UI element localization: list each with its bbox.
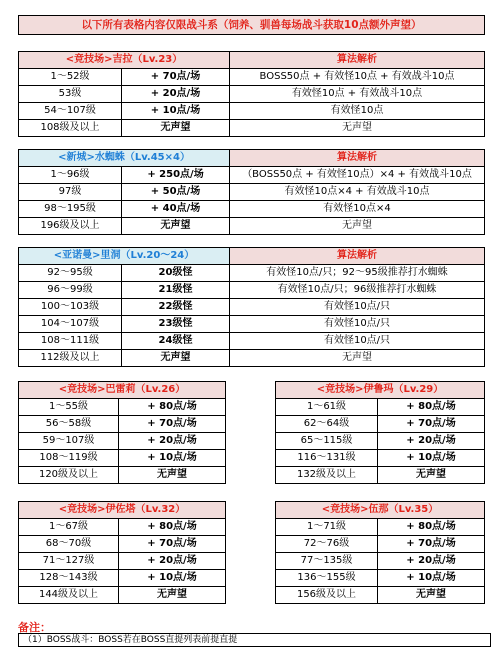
level-cell: 53级 (19, 86, 122, 103)
table-row (276, 467, 485, 484)
level-cell: 98～195级 (19, 201, 122, 218)
algorithm-cell: 有效怪10点×4 + 有效战斗10点 (230, 184, 485, 201)
monster-level-cell: 22级怪 (122, 299, 230, 316)
level-cell: 144级及以上 (19, 587, 119, 604)
level-cell: 1～67级 (19, 519, 119, 536)
table-wuna (275, 501, 485, 604)
reward-cell: 无声望 (122, 120, 230, 137)
algorithm-cell: 有效怪10点 (230, 103, 485, 120)
table-row (19, 103, 485, 120)
reward-cell: 无声望 (119, 587, 226, 604)
table-row (276, 536, 485, 553)
reward-cell: + 10点/场 (122, 103, 230, 120)
table-row (276, 433, 485, 450)
monster-level-cell: 24级怪 (122, 333, 230, 350)
table-row (19, 299, 485, 316)
table-row (19, 184, 485, 201)
table-header-row (19, 52, 485, 69)
level-cell: 71～127级 (19, 553, 119, 570)
reward-cell: + 20点/场 (378, 433, 485, 450)
level-cell: 59～107级 (19, 433, 119, 450)
table-row (19, 450, 226, 467)
level-cell: 68～70级 (19, 536, 119, 553)
table-row (19, 167, 485, 184)
table-title: <亚诺曼>里洞（Lv.20～24） (19, 248, 230, 265)
table-title: <新城>水蜘蛛（Lv.45×4） (19, 150, 230, 167)
table-row (19, 350, 485, 367)
reward-cell: + 70点/场 (119, 416, 226, 433)
algorithm-cell: 有效怪10点×4 (230, 201, 485, 218)
table-row (19, 553, 226, 570)
level-cell: 77～135级 (276, 553, 378, 570)
table-header-row (19, 502, 226, 519)
algorithm-cell: 有效怪10点/只 (230, 299, 485, 316)
notes-title: 备注： (18, 621, 51, 634)
level-cell: 108～119级 (19, 450, 119, 467)
table-row (276, 399, 485, 416)
reward-cell: + 250点/场 (122, 167, 230, 184)
level-cell: 65～115级 (276, 433, 378, 450)
level-cell: 72～76级 (276, 536, 378, 553)
monster-level-cell: 无声望 (122, 350, 230, 367)
algorithm-cell: 无声望 (230, 120, 485, 137)
table-title: <竞技场>伊佐塔（Lv.32） (19, 502, 226, 519)
table-row (19, 282, 485, 299)
table-row (19, 265, 485, 282)
algorithm-cell: 无声望 (230, 218, 485, 235)
table-izota (18, 501, 226, 604)
reward-cell: + 20点/场 (119, 553, 226, 570)
reward-cell: + 40点/场 (122, 201, 230, 218)
level-cell: 132级及以上 (276, 467, 378, 484)
reward-cell: + 80点/场 (378, 399, 485, 416)
table-row (276, 416, 485, 433)
monster-level-cell: 23级怪 (122, 316, 230, 333)
algorithm-cell: 有效怪10点/只；92～95级推荐打水蜘蛛 (230, 265, 485, 282)
table-row (19, 587, 226, 604)
banner-table (18, 15, 485, 35)
reward-cell: + 70点/场 (119, 536, 226, 553)
algorithm-cell: 有效怪10点/只；96级推荐打水蜘蛛 (230, 282, 485, 299)
table-inner-cave (18, 247, 485, 367)
reward-cell: + 50点/场 (122, 184, 230, 201)
banner-block (18, 15, 485, 35)
algorithm-cell: 有效怪10点/只 (230, 316, 485, 333)
table-row (276, 553, 485, 570)
monster-level-cell: 21级怪 (122, 282, 230, 299)
table-iluma (275, 381, 485, 484)
level-cell: 104～107级 (19, 316, 122, 333)
reward-cell: + 80点/场 (119, 519, 226, 536)
table-row (276, 450, 485, 467)
reward-cell: + 80点/场 (378, 519, 485, 536)
level-cell: 120级及以上 (19, 467, 119, 484)
algorithm-header: 算法解析 (230, 150, 485, 167)
table-row (276, 570, 485, 587)
table-title: <竞技场>巴雷莉（Lv.26） (19, 382, 226, 399)
table-water-spider (18, 149, 485, 235)
reward-cell: + 10点/场 (378, 570, 485, 587)
table-row (19, 433, 226, 450)
table-title: <竞技场>伍那（Lv.35） (276, 502, 485, 519)
reward-cell: + 20点/场 (122, 86, 230, 103)
level-cell: 100～103级 (19, 299, 122, 316)
notes-line: （1）BOSS战斗：BOSS若在BOSS直提列表前提直提 (18, 633, 491, 647)
algorithm-cell: （BOSS50点 + 有效怪10点）×4 + 有效战斗10点 (230, 167, 485, 184)
reward-cell: + 80点/场 (119, 399, 226, 416)
reward-cell: + 70点/场 (122, 69, 230, 86)
table-row (19, 218, 485, 235)
level-cell: 108级及以上 (19, 120, 122, 137)
algorithm-cell: 有效怪10点 + 有效战斗10点 (230, 86, 485, 103)
reward-cell: + 70点/场 (378, 536, 485, 553)
level-cell: 1～52级 (19, 69, 122, 86)
level-cell: 62～64级 (276, 416, 378, 433)
table-row (19, 399, 226, 416)
reward-cell: + 20点/场 (378, 553, 485, 570)
algorithm-header: 算法解析 (230, 52, 485, 69)
level-cell: 92～95级 (19, 265, 122, 282)
table-header-row (276, 502, 485, 519)
level-cell: 196级及以上 (19, 218, 122, 235)
level-cell: 112级及以上 (19, 350, 122, 367)
table-title: <竞技场>伊鲁玛（Lv.29） (276, 382, 485, 399)
table-header-row (276, 382, 485, 399)
table-row (19, 69, 485, 86)
level-cell: 56～58级 (19, 416, 119, 433)
table-row (19, 86, 485, 103)
reward-cell: + 20点/场 (119, 433, 226, 450)
level-cell: 54～107级 (19, 103, 122, 120)
table-row (276, 519, 485, 536)
table-row (19, 570, 226, 587)
algorithm-cell: 有效怪10点/只 (230, 333, 485, 350)
table-header-row (19, 382, 226, 399)
table-row (19, 201, 485, 218)
table-row (19, 120, 485, 137)
table-header-row (19, 248, 485, 265)
reward-cell: + 10点/场 (378, 450, 485, 467)
level-cell: 1～96级 (19, 167, 122, 184)
table-row (19, 536, 226, 553)
level-cell: 116～131级 (276, 450, 378, 467)
monster-level-cell: 20级怪 (122, 265, 230, 282)
algorithm-header: 算法解析 (230, 248, 485, 265)
level-cell: 1～71级 (276, 519, 378, 536)
level-cell: 108～111级 (19, 333, 122, 350)
reward-cell: + 10点/场 (119, 450, 226, 467)
level-cell: 96～99级 (19, 282, 122, 299)
level-cell: 97级 (19, 184, 122, 201)
reward-cell: 无声望 (119, 467, 226, 484)
banner-title: 以下所有表格内容仅限战斗系（饲养、驯兽每场战斗获取10点额外声望） (19, 16, 485, 35)
table-row (276, 587, 485, 604)
level-cell: 1～61级 (276, 399, 378, 416)
level-cell: 156级及以上 (276, 587, 378, 604)
reward-cell: 无声望 (378, 467, 485, 484)
level-cell: 128～143级 (19, 570, 119, 587)
table-barely (18, 381, 226, 484)
algorithm-cell: BOSS50点 + 有效怪10点 + 有效战斗10点 (230, 69, 485, 86)
table-row (19, 519, 226, 536)
level-cell: 1～55级 (19, 399, 119, 416)
level-cell: 136～155级 (276, 570, 378, 587)
algorithm-cell: 无声望 (230, 350, 485, 367)
reward-cell: 无声望 (122, 218, 230, 235)
table-title: <竞技场>吉拉（Lv.23） (19, 52, 230, 69)
table-row (19, 467, 226, 484)
reward-cell: + 70点/场 (378, 416, 485, 433)
reward-cell: 无声望 (378, 587, 485, 604)
table-row (19, 416, 226, 433)
reward-cell: + 10点/场 (119, 570, 226, 587)
table-row (19, 316, 485, 333)
table-jila (18, 51, 485, 137)
table-header-row (19, 150, 485, 167)
table-row (19, 333, 485, 350)
